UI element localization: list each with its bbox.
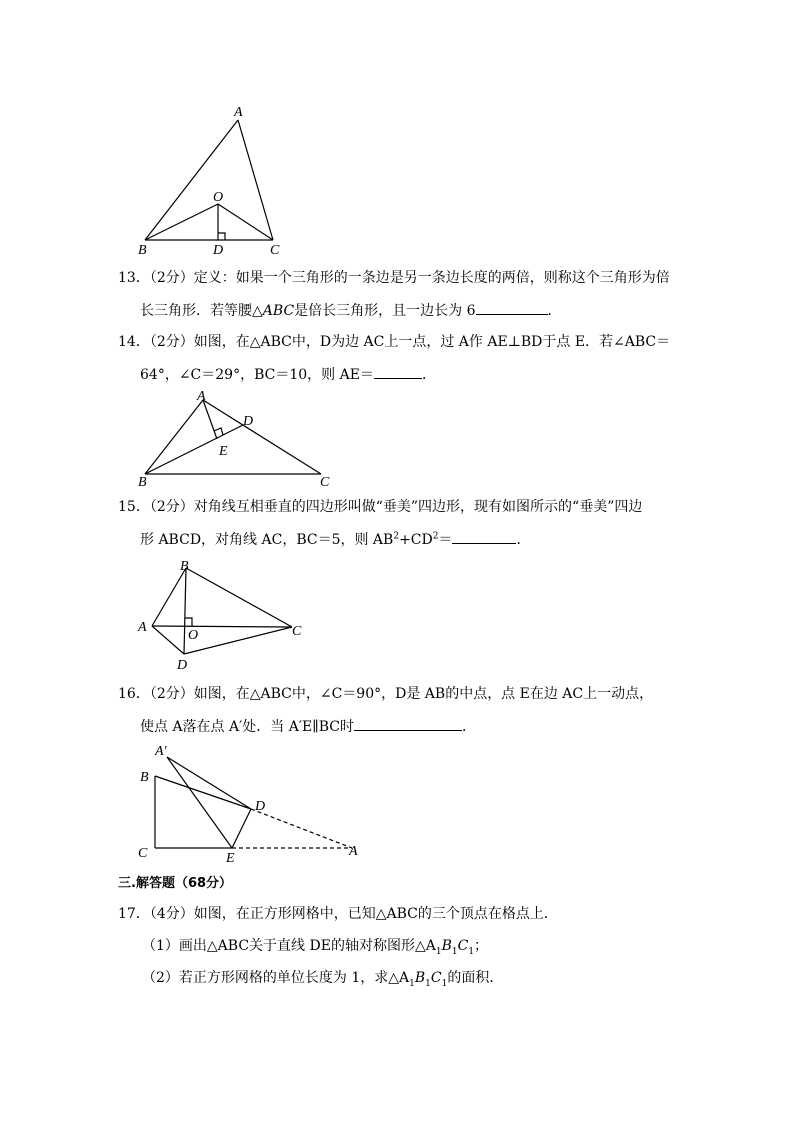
label-a: A [349, 844, 358, 859]
figure-q12-triangle [130, 100, 300, 260]
figure-q16-fold [134, 738, 366, 866]
segment-oc [218, 204, 273, 240]
q13-answer-blank[interactable] [476, 300, 548, 315]
label-b: B [138, 475, 147, 488]
segment-bd [145, 425, 243, 474]
segment-bd [155, 776, 251, 809]
q16-line2: 使点 A落在点 A′处．当 A′E∥BC时 ． [140, 716, 476, 737]
q14-line1: 14．（2分）如图，在△ABC中，D为边 AC上一点，过 A作 AE⊥BD于点 E．若∠ABC＝ [118, 334, 671, 350]
q17-sub1: （1）画出△ABC关于直线 DE的轴对称图形$\triangle A_1B_1C_1$； [142, 938, 489, 957]
segment-bc [186, 568, 292, 627]
q13-line2: 长三角形．若等腰△ABC是倍长三角形，且一边长为 6 ． [140, 300, 562, 321]
label-o: O [188, 628, 199, 643]
label-a: A [234, 105, 243, 120]
segment-a1e [167, 757, 232, 848]
q15-answer-blank[interactable] [452, 529, 516, 544]
label-d: D [243, 414, 254, 429]
segment-ab [145, 400, 203, 474]
label-b: B [138, 243, 147, 258]
q15-line1: 15．（2分）对角线互相垂直的四边形叫做“垂美”四边形，现有如图所示的“垂美”四边 [118, 499, 643, 515]
q14-answer-blank[interactable] [374, 364, 422, 379]
label-b: B [140, 770, 149, 785]
right-angle-mark [185, 618, 192, 626]
section-heading: 三.解答题（68分） [118, 876, 233, 891]
label-c: C [320, 475, 330, 488]
label-c: C [270, 243, 280, 258]
label-a: A [197, 389, 206, 404]
segment-ac [238, 120, 273, 240]
label-c: C [138, 846, 148, 861]
segment-ab [145, 120, 238, 240]
label-d: D [177, 658, 188, 673]
segment-ob [145, 204, 218, 240]
label-o: O [213, 190, 224, 205]
segment-ac [203, 400, 321, 474]
segment-a1d [167, 757, 251, 809]
q13-line1: 13．（2分）定义：如果一个三角形的一条边是另一条边长度的两倍，则称这个三角形为倍 [118, 270, 670, 286]
figure-q15-quadrilateral [134, 556, 314, 674]
q14-line2: 64°，∠C＝29°，BC＝10，则 AE＝ ． [140, 364, 436, 385]
label-b: B [180, 559, 189, 574]
right-angle-mark [218, 233, 225, 240]
label-e: E [226, 851, 235, 866]
q15-line2: 形 ABCD，对角线 AC，BC＝5，则 $AB^2+CD^2=$ ． [140, 529, 530, 550]
q16-answer-blank[interactable] [354, 716, 462, 731]
segment-de [232, 809, 251, 848]
label-c: C [292, 624, 302, 639]
q17-sub2: （2）若正方形网格的单位长度为 1，求$\triangle A_1B_1C_1$的面积． [142, 970, 504, 989]
label-d: D [255, 799, 266, 814]
q17-line1: 17．（4分）如图，在正方形网格中，已知△ABC的三个顶点在格点上． [118, 906, 558, 922]
figure-q14-triangle [135, 388, 340, 488]
segment-da-dashed [251, 809, 352, 848]
q16-line1: 16．（2分）如图，在△ABC中，∠C＝90°，D是 AB的中点，点 E在边 AC上一动点， [118, 686, 654, 702]
label-a-prime: A′ [155, 744, 167, 759]
diagonal-ac [152, 626, 292, 627]
label-a: A [138, 620, 147, 635]
segment-ab [152, 568, 186, 626]
segment-ae [203, 400, 217, 439]
diagonal-bd [184, 568, 186, 654]
segment-cd [184, 627, 292, 654]
segment-da [152, 626, 184, 654]
label-d: D [213, 243, 224, 258]
label-e: E [219, 444, 228, 459]
